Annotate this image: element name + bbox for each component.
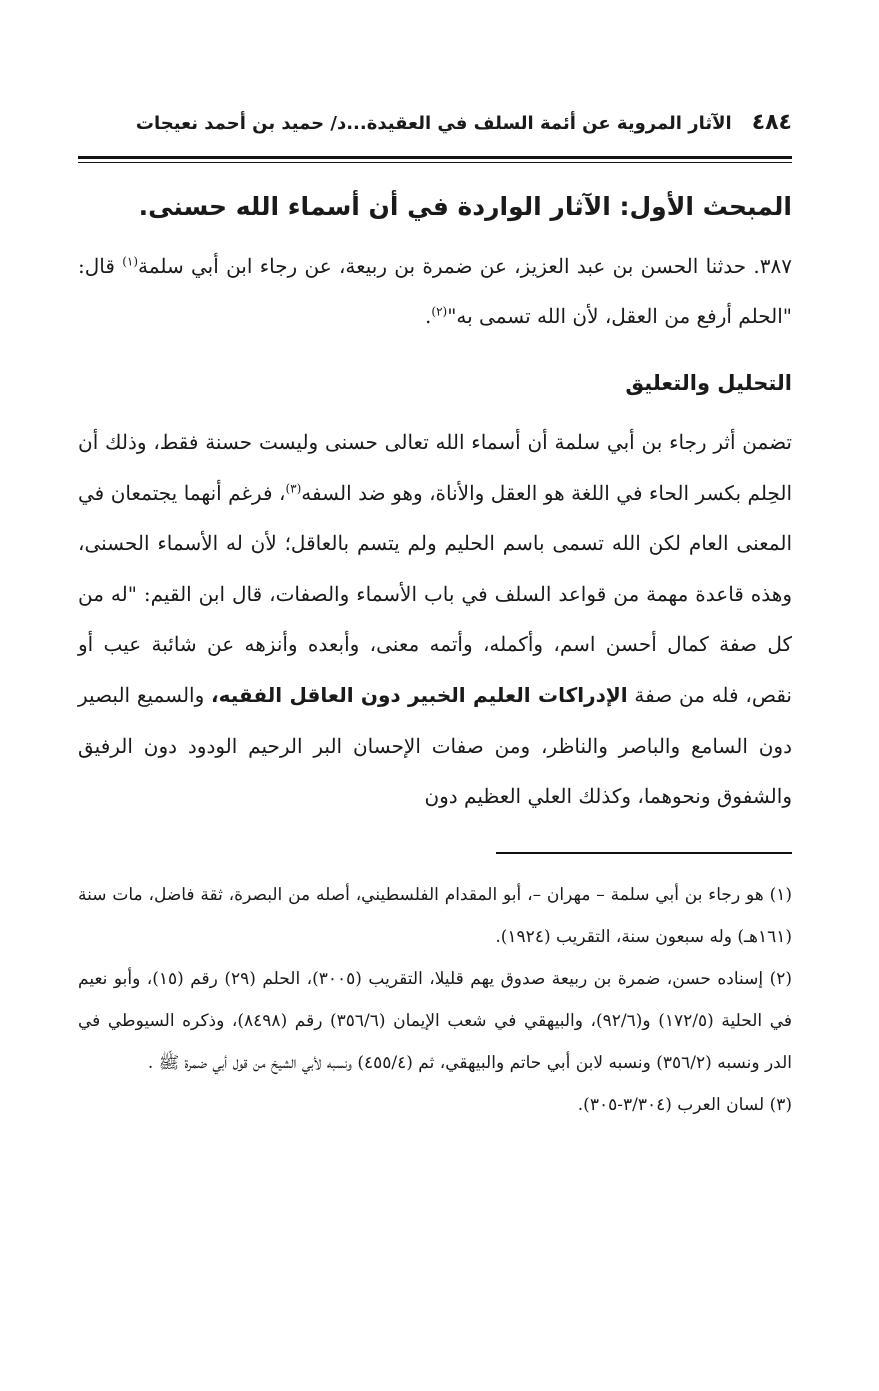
narration-text: قال: "الحلم أرفع من العقل، لأن الله تسمى به" <box>78 254 792 328</box>
running-title: الآثار المروية عن أئمة السلف في العقيدة...د/ حميد بن أحمد نعيجات <box>135 113 732 134</box>
footnote-ref[interactable]: (٣) <box>285 480 302 495</box>
document-page <box>78 110 792 1126</box>
analysis-heading: التحليل والتعليق <box>625 371 792 395</box>
bold-phrase: الإدراكات العليم الخبير دون العاقل الفقيه، <box>211 682 628 707</box>
footnote-ref[interactable]: (٢) <box>431 304 448 319</box>
footnote-ref[interactable]: (١) <box>122 254 139 269</box>
body-paragraph <box>78 417 792 822</box>
narration-text: ٣٨٧. حدثنا الحسن بن عبد العزيز، عن ضمرة بن ربيعة، عن رجاء ابن أبي سلمة <box>138 254 793 278</box>
body-text: ، فرغم أنهما يجتمعان في المعنى العام لكن الله تسمى باسم الحليم ولم يتسم بالعاقل؛ لأن له الأسماء الحسنى، وهذه قاعدة مهمة من قواعد السلف في باب الأسماء والصفات، قال ابن القيم: "له من كل صفة كمال أحسن اسم، وأكمله، وأتمه معنى، وأبعده وأنزهه عن شائبة عيب أو نقص، فله من صفة <box>78 480 792 707</box>
narration-text: . <box>425 304 432 328</box>
page-number: ٤٨٤ <box>751 110 792 135</box>
footnote-separator <box>496 852 792 854</box>
running-header <box>78 110 792 146</box>
footnote: (٣) لسان العرب (٣/٣٠٤-٣٠٥). <box>577 1094 792 1115</box>
footnote: (١) هو رجاء بن أبي سلمة – مهران –، أبو المقدام الفلسطيني، أصله من البصرة، ثقة فاضل، مات سنة (١٦١هـ) وله سبعون سنة، التقريب (١٩٢٤). <box>78 884 792 947</box>
header-rule <box>78 156 792 163</box>
footnotes <box>78 874 792 1126</box>
body-text: تضمن أثر رجاء بن أبي سلمة أن أسماء الله تعالى حسنى وليست حسنة فقط، وذلك أن الحِلم بكسر الحاء في اللغة هو العقل والأناة، وهو ضد السفه <box>78 430 792 505</box>
body-text: والسميع البصير دون السامع والباصر والناظر، ومن صفات الإحسان البر الرحيم الودود دون الرفيق والشفوق ونحوهما، وكذلك العلي العظيم دون <box>78 682 792 809</box>
narration-paragraph <box>78 241 792 341</box>
footnote: (٢) إسناده حسن، ضمرة بن ربيعة صدوق يهم قليلا، التقريب (٣٠٠٥)، الحلم (٢٩) رقم (١٥)، وأبو نعيم في الحلية (١٧٢/٥) و(٩٢/٦)، والبيهقي في شعب الإيمان (٣٥٦/٦) رقم (٨٤٩٨)، وذكره السيوطي في الدر ونسبه (٣٥٦/٢) ونسبه لابن أبي حاتم والبيهقي، ثم (٤٥٥/٤) ونسبه لأبي الشيخ من قول أبي ضمرة ﷺ . <box>78 968 792 1073</box>
section-heading: المبحث الأول: الآثار الواردة في أن أسماء الله حسنى. <box>138 192 792 221</box>
